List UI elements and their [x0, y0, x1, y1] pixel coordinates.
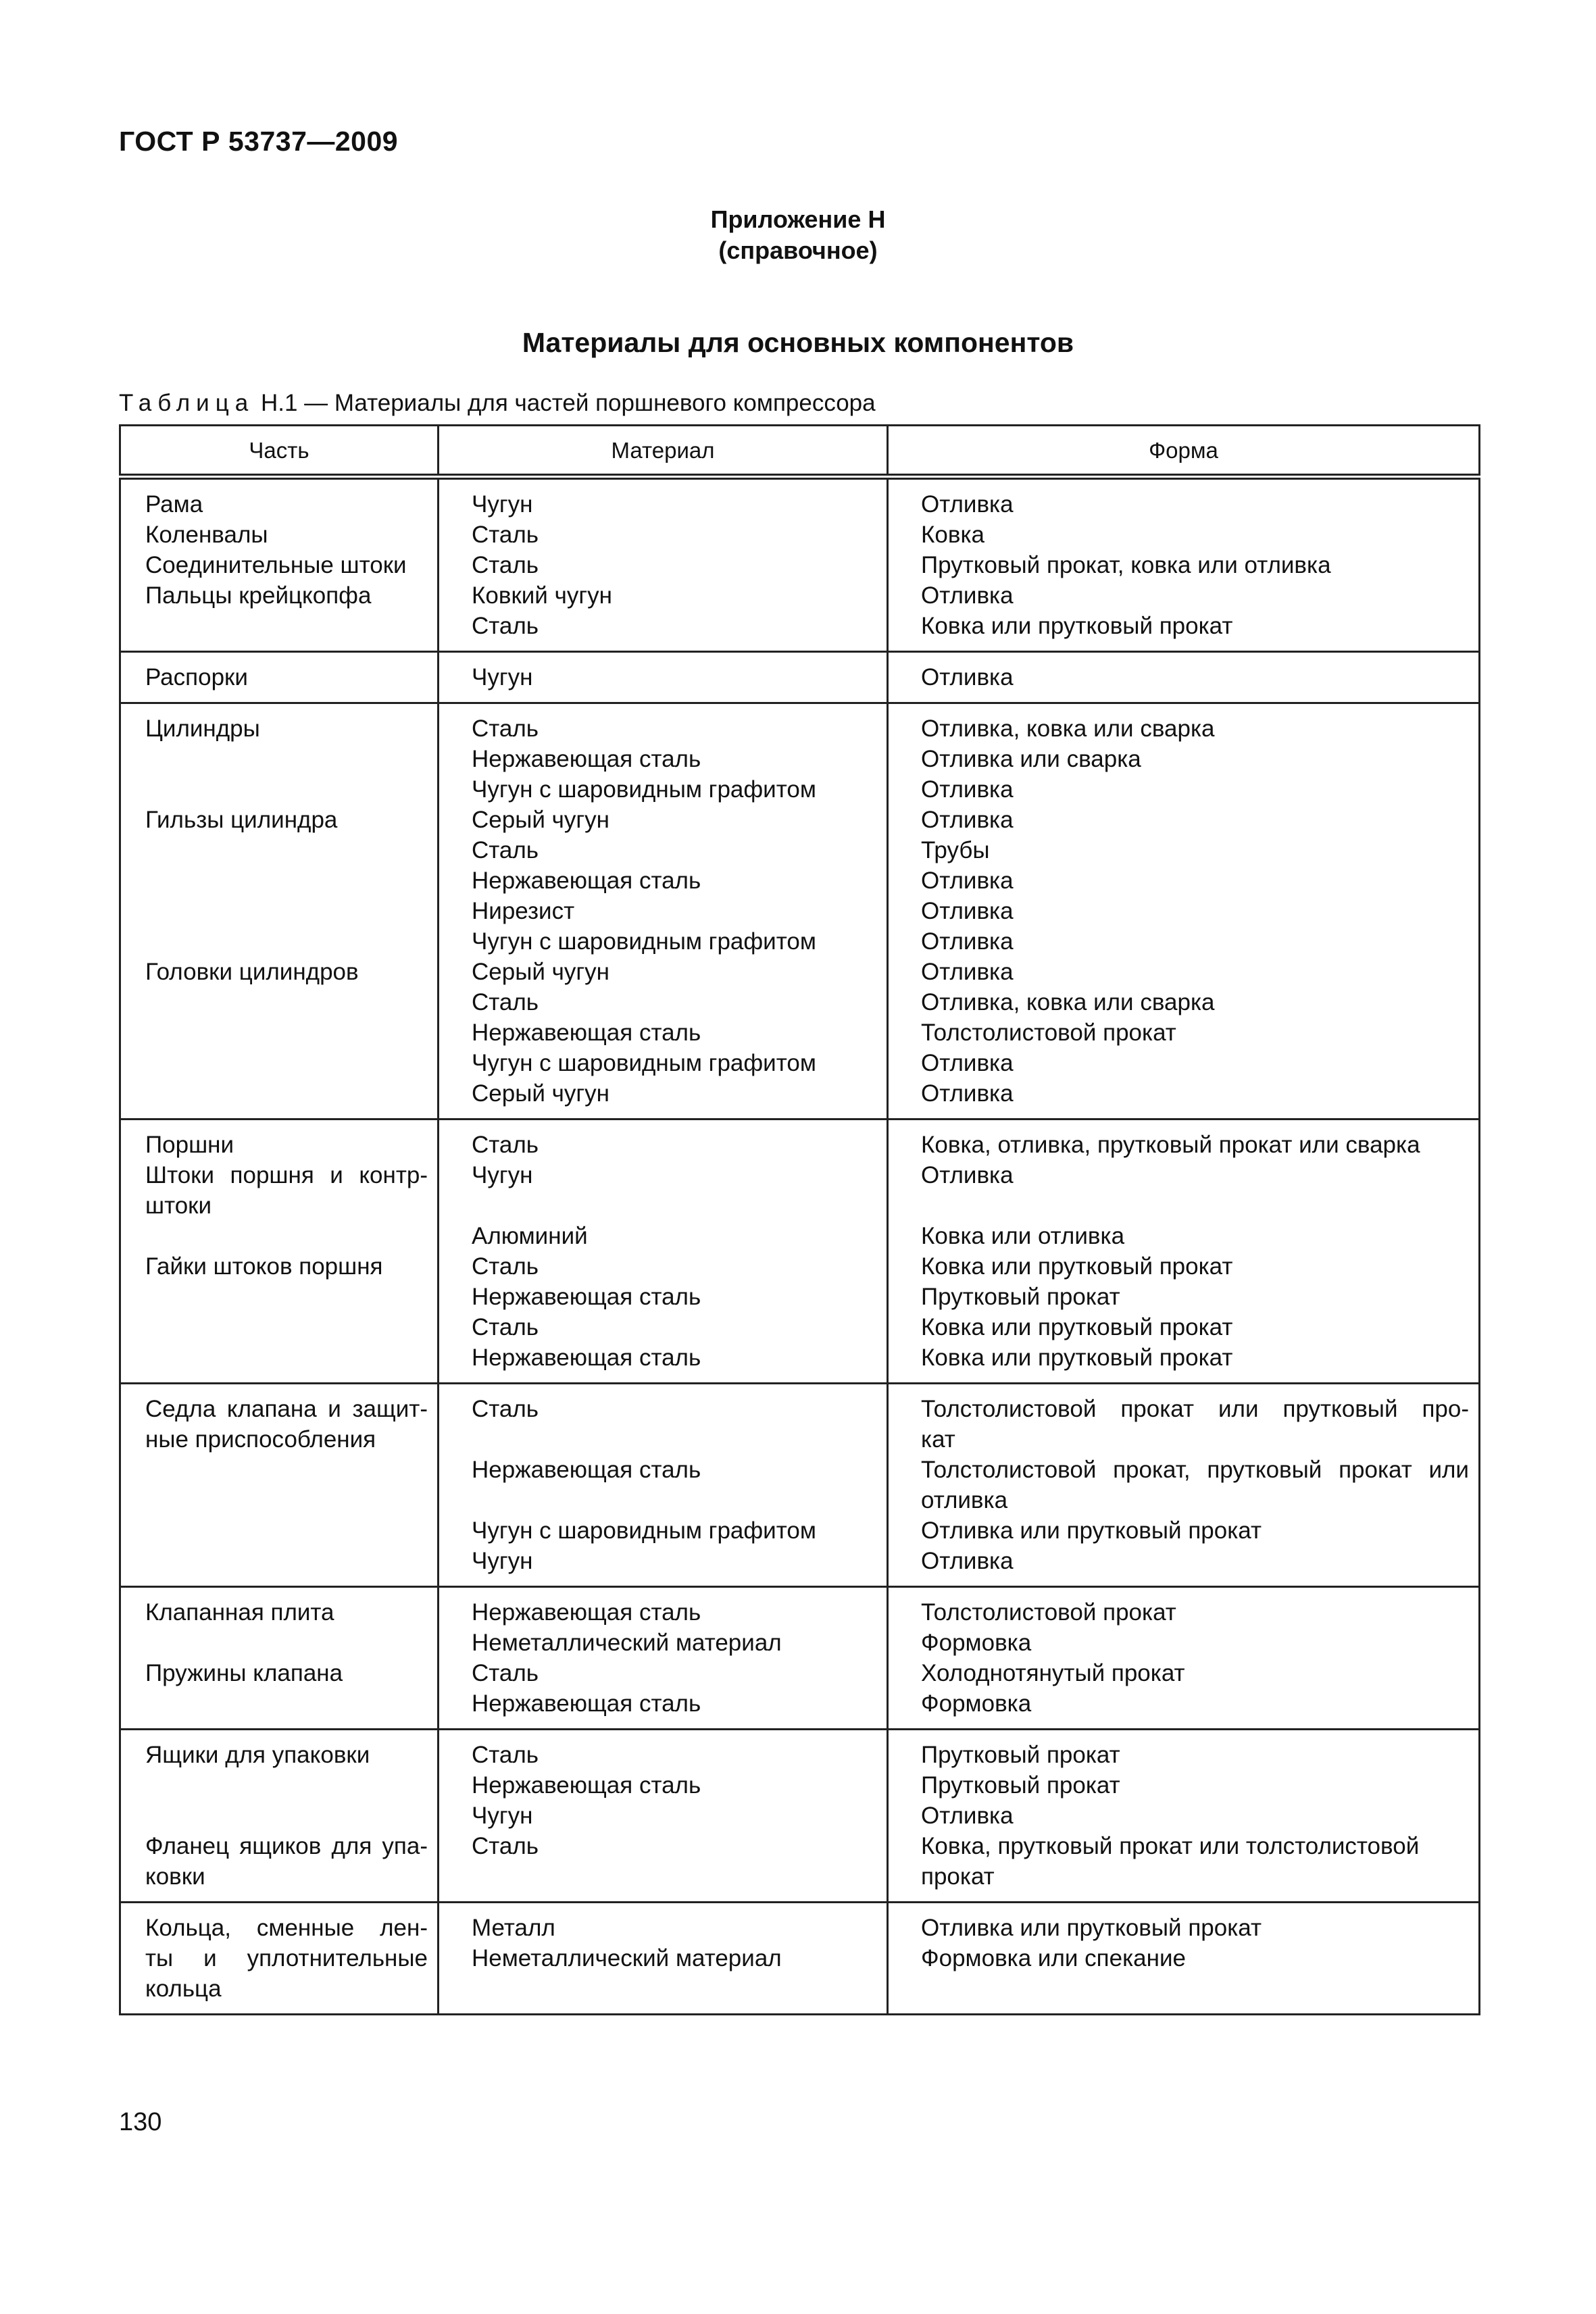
material-line: Сталь [472, 1660, 539, 1686]
part-line: Пальцы крейцкопфа [145, 582, 372, 609]
material-line: Алюминий [472, 1223, 588, 1249]
form-line: Ковка или прутковый прокат [921, 1314, 1233, 1340]
material-line: Сталь [472, 837, 539, 863]
material-line: Серый чугун [472, 1080, 609, 1107]
material-line: Серый чугун [472, 807, 609, 833]
form-cell [888, 1587, 1480, 1730]
material-line: Сталь [472, 522, 539, 548]
part-line: Соединительные штоки [145, 552, 407, 578]
table-row [120, 652, 1480, 703]
part-line [145, 1515, 428, 1546]
material-cell [439, 1120, 888, 1384]
part-line [145, 1078, 428, 1109]
part-line [145, 774, 428, 805]
material-line: Чугун с шаровидным графитом [472, 1517, 816, 1544]
part-line [145, 987, 428, 1017]
part-line [145, 1312, 428, 1342]
material-line: Сталь [472, 989, 539, 1015]
part-line [145, 1017, 428, 1048]
form-line: Отливка [921, 928, 1014, 955]
column-header-material: Материал [439, 426, 888, 477]
form-line: Отливка [921, 1803, 1014, 1829]
material-line: Чугун [472, 1162, 533, 1188]
table-row [120, 477, 1480, 652]
part-line [145, 835, 428, 865]
form-cell [888, 652, 1480, 703]
form-line: Формовка [921, 1690, 1032, 1717]
appendix-heading [0, 204, 1596, 266]
part-line [145, 744, 428, 774]
material-line: Сталь [472, 1396, 539, 1422]
material-cell [439, 1903, 888, 2015]
part-line: Цилиндры [145, 715, 260, 742]
form-line: Отливка [921, 582, 1014, 609]
material-line: Нержавеющая сталь [472, 1020, 701, 1046]
part-line [145, 865, 428, 896]
material-line: Сталь [472, 1132, 539, 1158]
material-line: Неметаллический материал [472, 1630, 782, 1656]
material-line: Чугун с шаровидным графитом [472, 1050, 816, 1076]
form-line: Отливка [921, 807, 1014, 833]
part-cell [120, 1384, 439, 1587]
material-line: Нержавеющая сталь [472, 1457, 701, 1483]
material-line: Нержавеющая сталь [472, 1690, 701, 1717]
part-line [145, 1546, 428, 1576]
form-cell [888, 703, 1480, 1120]
material-line: Сталь [472, 613, 539, 639]
material-line: Неметаллический материал [472, 1945, 782, 1971]
form-line: Отливка или сварка [921, 746, 1141, 772]
table-row [120, 703, 1480, 1120]
part-line: ты и уплотнительные [145, 1945, 428, 1971]
part-line: Седла клапана и защит- [145, 1396, 428, 1422]
form-line: Холоднотянутый прокат [921, 1660, 1185, 1686]
material-cell [439, 477, 888, 652]
material-line: Металл [472, 1915, 555, 1941]
part-cell [120, 1587, 439, 1730]
form-line: Отливка [921, 1162, 1014, 1188]
column-header-part: Часть [120, 426, 439, 477]
material-line [472, 1973, 877, 2004]
part-line [145, 1221, 428, 1251]
material-line: Серый чугун [472, 959, 609, 985]
material-line [472, 1424, 877, 1455]
form-line: Отливка [921, 867, 1014, 894]
part-line [145, 1688, 428, 1719]
form-line [921, 1973, 1469, 2004]
part-line: Поршни [145, 1132, 234, 1158]
material-line: Нирезист [472, 898, 575, 924]
part-line: штоки [145, 1192, 212, 1219]
material-cell [439, 1730, 888, 1903]
material-line: Сталь [472, 715, 539, 742]
material-cell [439, 1384, 888, 1587]
form-line: Ковка, отливка, прутковый прокат или сварка [921, 1132, 1420, 1158]
form-line: Отливка [921, 898, 1014, 924]
table-caption-prefix: Таблица [119, 390, 255, 416]
form-line: Формовка [921, 1630, 1032, 1656]
form-line: Прутковый прокат, ковка или отливка [921, 552, 1331, 578]
form-line: Толстолистовой прокат или прутковый про- [921, 1396, 1469, 1422]
material-cell [439, 703, 888, 1120]
form-line: Формовка или спекание [921, 1945, 1186, 1971]
material-line: Сталь [472, 1742, 539, 1768]
page-number: 130 [119, 2108, 162, 2136]
form-line: Отливка, ковка или сварка [921, 989, 1215, 1015]
part-line: Гильзы цилиндра [145, 807, 338, 833]
form-line: Трубы [921, 837, 990, 863]
table-row [120, 1587, 1480, 1730]
form-line: Ковка [921, 522, 984, 548]
part-cell [120, 1730, 439, 1903]
part-line [145, 896, 428, 926]
column-header-form: Форма [888, 426, 1480, 477]
material-line: Нержавеющая сталь [472, 867, 701, 894]
part-line: Ящики для упаковки [145, 1742, 370, 1768]
table-body [120, 477, 1480, 2015]
form-line [921, 1190, 1469, 1221]
part-cell [120, 1120, 439, 1384]
part-line: Фланец ящиков для упа- [145, 1833, 428, 1859]
form-line: Ковка или прутковый прокат [921, 613, 1233, 639]
table-row [120, 1384, 1480, 1587]
form-line: Отливка [921, 1080, 1014, 1107]
material-line [472, 1861, 877, 1892]
material-line: Нержавеющая сталь [472, 1772, 701, 1799]
material-line: Сталь [472, 552, 539, 578]
part-cell [120, 1903, 439, 2015]
form-cell [888, 1730, 1480, 1903]
form-cell [888, 1384, 1480, 1587]
form-cell [888, 1903, 1480, 2015]
material-line: Чугун [472, 664, 533, 690]
part-line: Клапанная плита [145, 1599, 334, 1626]
material-line: Сталь [472, 1833, 539, 1859]
part-line: Распорки [145, 664, 248, 690]
part-line [145, 1048, 428, 1078]
part-line [145, 1282, 428, 1312]
part-line: Пружины клапана [145, 1660, 343, 1686]
part-cell [120, 652, 439, 703]
part-line [145, 1801, 428, 1831]
part-line [145, 1342, 428, 1373]
table-row [120, 1120, 1480, 1384]
appendix-subtitle: (справочное) [718, 236, 878, 264]
form-line: Отливка [921, 491, 1014, 518]
form-line: Отливка [921, 959, 1014, 985]
material-line [472, 1485, 877, 1515]
form-line: Отливка или прутковый прокат [921, 1915, 1262, 1941]
material-line: Чугун с шаровидным графитом [472, 928, 816, 955]
form-line: Ковка или прутковый прокат [921, 1253, 1233, 1280]
form-line: Отливка [921, 1548, 1014, 1574]
table-header-row [120, 426, 1480, 477]
form-line: Отливка [921, 1050, 1014, 1076]
material-line: Нержавеющая сталь [472, 1344, 701, 1371]
part-line: Рама [145, 491, 203, 518]
form-line: Ковка или отливка [921, 1223, 1125, 1249]
part-line: Гайки штоков поршня [145, 1253, 383, 1280]
form-line: прокат [921, 1863, 995, 1890]
material-cell [439, 652, 888, 703]
part-line [145, 926, 428, 957]
materials-table [119, 424, 1480, 2015]
part-cell [120, 477, 439, 652]
part-line: Штоки поршня и контр- [145, 1162, 428, 1188]
form-line: Отливка, ковка или сварка [921, 715, 1215, 742]
material-line [472, 1190, 877, 1221]
part-line: ные приспособления [145, 1426, 376, 1453]
form-line: Ковка, прутковый прокат или толстолистовой [921, 1833, 1420, 1859]
part-line [145, 1485, 428, 1515]
part-line: ковки [145, 1863, 205, 1890]
material-line: Ковкий чугун [472, 582, 612, 609]
form-line: Прутковый прокат [921, 1284, 1120, 1310]
form-cell [888, 1120, 1480, 1384]
part-line [145, 611, 428, 641]
form-line: Прутковый прокат [921, 1742, 1120, 1768]
material-cell [439, 1587, 888, 1730]
material-line: Сталь [472, 1314, 539, 1340]
form-line: Толстолистовой прокат, прутковый прокат или [921, 1457, 1469, 1483]
form-line: Отливка [921, 776, 1014, 803]
material-line: Сталь [472, 1253, 539, 1280]
material-line: Чугун [472, 1803, 533, 1829]
part-line: Кольца, сменные лен- [145, 1915, 428, 1941]
appendix-title: Приложение Н [710, 205, 886, 233]
material-line: Нержавеющая сталь [472, 746, 701, 772]
part-line: Коленвалы [145, 522, 268, 548]
form-cell [888, 477, 1480, 652]
form-line: Толстолистовой прокат [921, 1020, 1176, 1046]
part-cell [120, 703, 439, 1120]
form-line: Отливка [921, 664, 1014, 690]
form-line: Прутковый прокат [921, 1772, 1120, 1799]
document-code: ГОСТ Р 53737—2009 [119, 126, 399, 157]
material-line: Чугун [472, 491, 533, 518]
form-line: кат [921, 1426, 955, 1453]
part-line [145, 1455, 428, 1485]
table-caption-text: Н.1 — Материалы для частей поршневого компрессора [254, 390, 876, 416]
material-line: Нержавеющая сталь [472, 1599, 701, 1626]
material-line: Нержавеющая сталь [472, 1284, 701, 1310]
table-row [120, 1730, 1480, 1903]
table-row [120, 1903, 1480, 2015]
section-title: Материалы для основных компонентов [522, 327, 1074, 358]
part-line: кольца [145, 1976, 222, 2002]
form-line: Отливка или прутковый прокат [921, 1517, 1262, 1544]
material-line: Чугун [472, 1548, 533, 1574]
table-caption [119, 390, 876, 417]
part-line [145, 1628, 428, 1658]
part-line: Головки цилиндров [145, 959, 359, 985]
form-line: Толстолистовой прокат [921, 1599, 1176, 1626]
material-line: Чугун с шаровидным графитом [472, 776, 816, 803]
form-line: Ковка или прутковый прокат [921, 1344, 1233, 1371]
form-line: отливка [921, 1487, 1008, 1513]
part-line [145, 1770, 428, 1801]
